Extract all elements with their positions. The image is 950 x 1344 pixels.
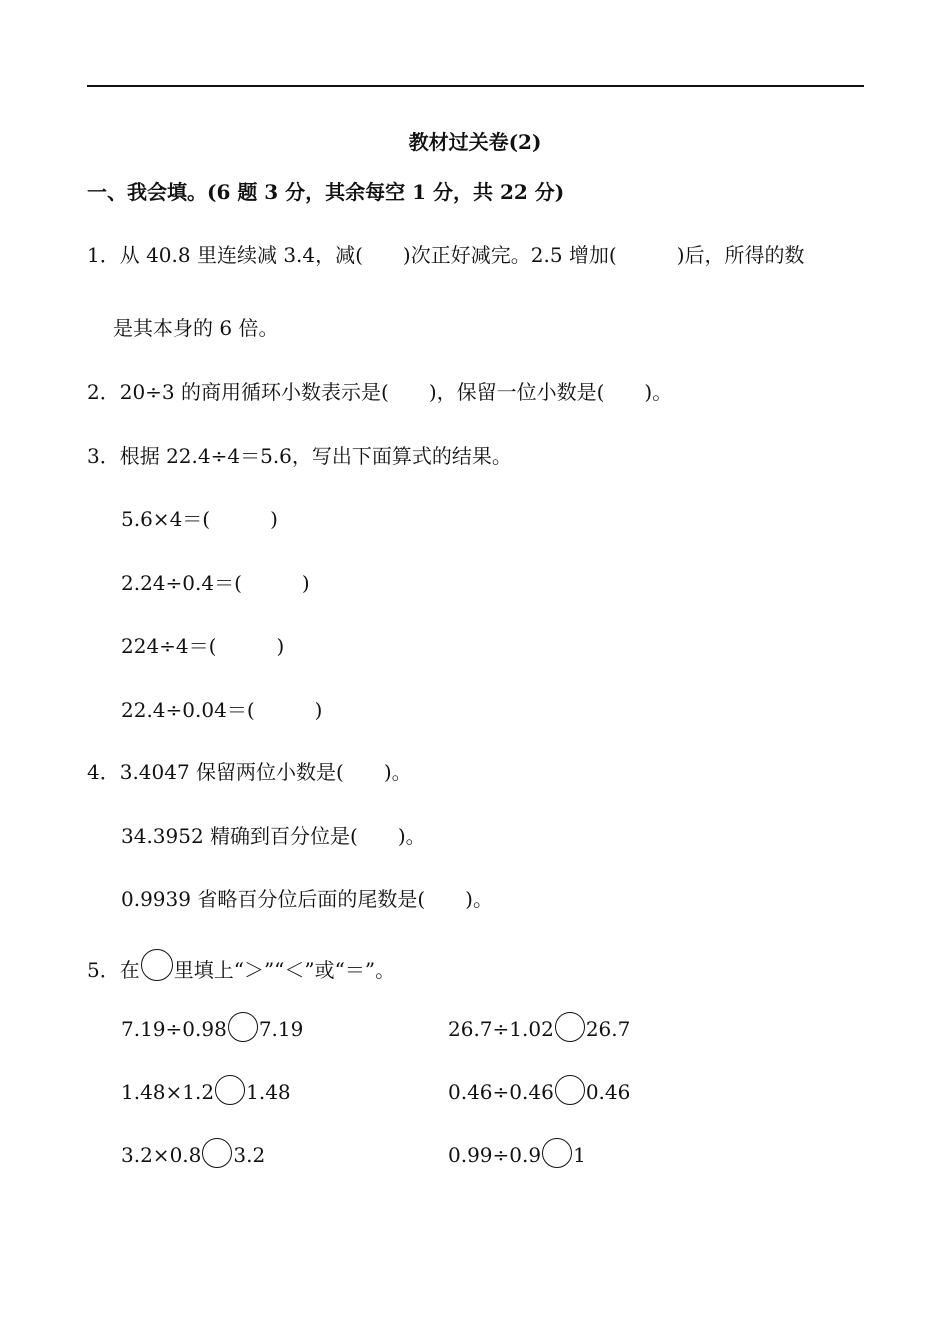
answer-circle-icon — [141, 949, 173, 981]
comparison-right: 26.7 — [585, 1017, 631, 1041]
answer-circle-icon[interactable] — [542, 1138, 572, 1168]
comparison-right: 0.46 — [585, 1080, 631, 1104]
comparison-item — [121, 1138, 265, 1168]
comparison-left: 0.99÷0.9 — [448, 1143, 542, 1167]
comparison-right: 3.2 — [233, 1143, 266, 1167]
answer-circle-icon[interactable] — [202, 1138, 232, 1168]
question-4-item: 34.3952 精确到百分位是( )。 — [121, 824, 426, 848]
question-3-item: 5.6×4＝( ) — [121, 507, 278, 531]
section-heading: 一、我会填。(6 题 3 分，其余每空 1 分，共 22 分) — [87, 180, 565, 204]
comparison-right: 7.19 — [258, 1017, 304, 1041]
question-1-line-2: 是其本身的 6 倍。 — [113, 316, 279, 340]
comparison-left: 26.7÷1.02 — [448, 1017, 554, 1041]
comparison-item — [448, 1075, 630, 1105]
comparison-left: 0.46÷0.46 — [448, 1080, 554, 1104]
comparison-item — [121, 1075, 291, 1105]
question-3-item: 224÷4＝( ) — [121, 634, 285, 658]
question-2: 2．20÷3 的商用循环小数表示是( )，保留一位小数是( )。 — [87, 380, 673, 404]
answer-circle-icon[interactable] — [215, 1075, 245, 1105]
question-3-item: 22.4÷0.04＝( ) — [121, 698, 323, 722]
question-5-stem — [87, 949, 395, 983]
comparison-right: 1.48 — [246, 1080, 291, 1104]
page-title: 教材过关卷(2) — [408, 130, 542, 154]
question-5-suffix: 里填上“＞”“＜”或“＝”。 — [173, 958, 396, 982]
comparison-left: 7.19÷0.98 — [121, 1017, 227, 1041]
comparison-item — [121, 1012, 303, 1042]
question-4-item: 0.9939 省略百分位后面的尾数是( )。 — [121, 887, 493, 911]
header-rule — [87, 85, 864, 87]
comparison-item — [448, 1012, 630, 1042]
comparison-left: 3.2×0.8 — [121, 1143, 202, 1167]
comparison-item — [448, 1138, 586, 1168]
answer-circle-icon[interactable] — [555, 1075, 585, 1105]
question-3-item: 2.24÷0.4＝( ) — [121, 571, 310, 595]
question-3-stem: 3．根据 22.4÷4＝5.6，写出下面算式的结果。 — [87, 444, 512, 468]
answer-circle-icon[interactable] — [228, 1012, 258, 1042]
question-5-prefix: 5．在 — [87, 958, 140, 982]
question-4-item: 4．3.4047 保留两位小数是( )。 — [87, 760, 412, 784]
comparison-left: 1.48×1.2 — [121, 1080, 215, 1104]
question-1-line-1: 1．从 40.8 里连续减 3.4，减( )次正好减完。2.5 增加( )后，所得的数 — [87, 243, 805, 267]
answer-circle-icon[interactable] — [555, 1012, 585, 1042]
comparison-right: 1 — [573, 1143, 586, 1167]
